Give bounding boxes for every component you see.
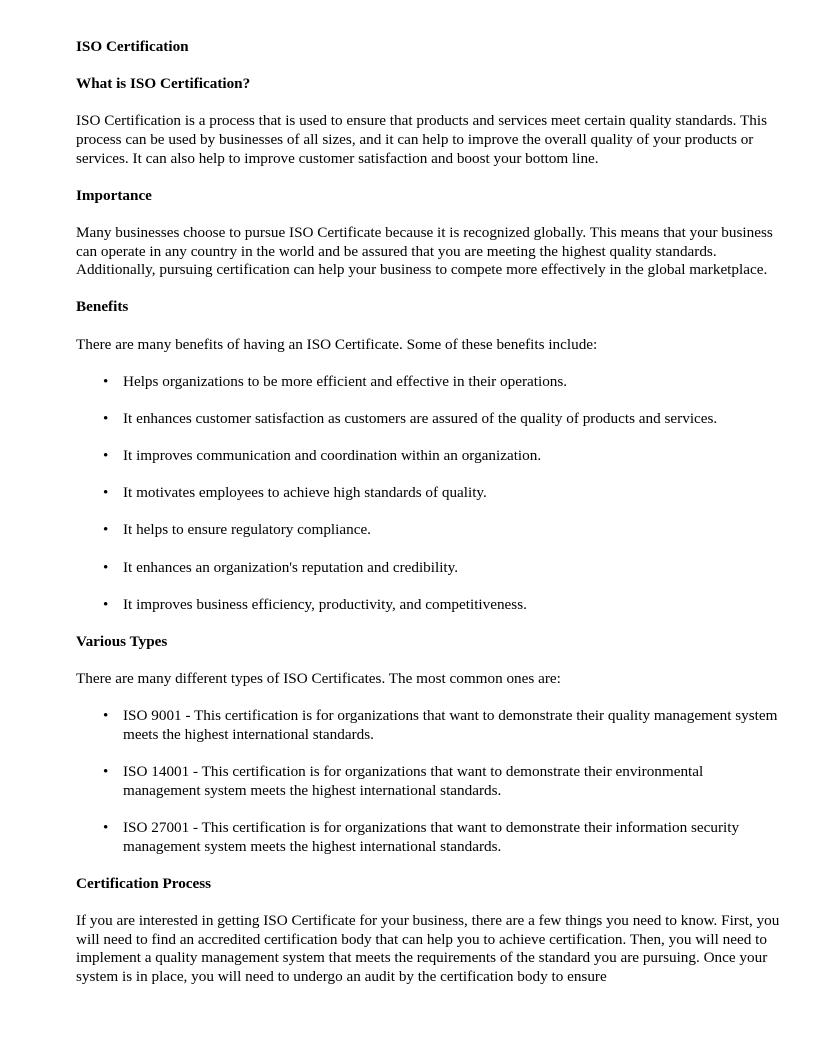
list-item bbox=[103, 484, 780, 503]
benefits-list bbox=[76, 373, 780, 615]
document-content bbox=[76, 38, 780, 1005]
list-item-text: ISO 9001 - This certification is for organizations that want to demonstrate their quality management system meets the highest international standards. bbox=[123, 707, 778, 743]
list-item bbox=[103, 447, 780, 466]
list-item-text: ISO 27001 - This certification is for organizations that want to demonstrate their information security management system meets the highest international standards. bbox=[123, 818, 740, 855]
bullet-icon: • bbox=[103, 558, 109, 576]
list-item-text: It improves business efficiency, productivity, and competitiveness. bbox=[123, 595, 527, 613]
list-item bbox=[103, 521, 780, 540]
list-item bbox=[103, 763, 780, 800]
list-item-text: It enhances an organization's reputation and credibility. bbox=[123, 558, 459, 576]
list-item bbox=[103, 372, 780, 392]
bullet-icon: • bbox=[103, 447, 109, 465]
heading-various-types: Various Types bbox=[76, 633, 168, 650]
list-item-text: It helps to ensure regulatory compliance. bbox=[123, 521, 371, 539]
paragraph-what-is: ISO Certification is a process that is used to ensure that products and services meet certain quality standards. This process can be used by businesses of all sizes, and it can help to improve the overall quality of your products or services. It can also help to improve customer satisfaction and boost your bottom line. bbox=[76, 112, 767, 167]
list-item-text: ISO 14001 - This certification is for organizations that want to demonstrate their environmental management system meets the highest international standards. bbox=[123, 763, 704, 799]
paragraph-benefits-intro: There are many benefits of having an ISO Certificate. Some of these benefits include: bbox=[76, 335, 598, 353]
bullet-icon: • bbox=[103, 763, 109, 781]
heading-what-is: What is ISO Certification? bbox=[76, 75, 251, 93]
list-item bbox=[103, 818, 780, 856]
heading-certification-process: Certification Process bbox=[76, 874, 212, 892]
paragraph-importance: Many businesses choose to pursue ISO Certificate because it is recognized globally. This means that your business can operate in any country in the world and be assured that you are meeting the highest quality standards. Additionally, pursuing certification can help your business to compete more effectively in the global marketplace. bbox=[76, 223, 773, 279]
list-item bbox=[103, 409, 780, 429]
bullet-icon: • bbox=[103, 521, 109, 539]
list-item-text: It motivates employees to achieve high standards of quality. bbox=[123, 484, 487, 502]
bullet-icon: • bbox=[103, 595, 109, 613]
bullet-icon: • bbox=[103, 372, 109, 390]
bullet-icon: • bbox=[103, 818, 109, 836]
types-list bbox=[76, 707, 780, 856]
bullet-icon: • bbox=[103, 707, 109, 725]
heading-importance: Importance bbox=[76, 186, 152, 204]
list-item bbox=[103, 595, 780, 615]
bullet-icon: • bbox=[103, 409, 109, 427]
list-item-text: It improves communication and coordination within an organization. bbox=[123, 447, 542, 465]
list-item-text: It enhances customer satisfaction as customers are assured of the quality of products and services. bbox=[123, 409, 718, 427]
paragraph-types-intro: There are many different types of ISO Certificates. The most common ones are: bbox=[76, 670, 561, 688]
list-item-text: Helps organizations to be more efficient and effective in their operations. bbox=[123, 372, 568, 390]
bullet-icon: • bbox=[103, 484, 109, 502]
list-item bbox=[103, 558, 780, 578]
heading-benefits: Benefits bbox=[76, 298, 129, 316]
document-title: ISO Certification bbox=[76, 38, 189, 55]
paragraph-certification-process: If you are interested in getting ISO Certificate for your business, there are a few things you need to know. First, you will need to find an accredited certification body that can help you to achieve certification. Then, you will need to implement a quality management system that meets the requirements of the standard you are pursuing. Once your system is in place, you will need to undergo an audit by the certification body to ensure bbox=[76, 911, 780, 985]
list-item bbox=[103, 707, 780, 744]
